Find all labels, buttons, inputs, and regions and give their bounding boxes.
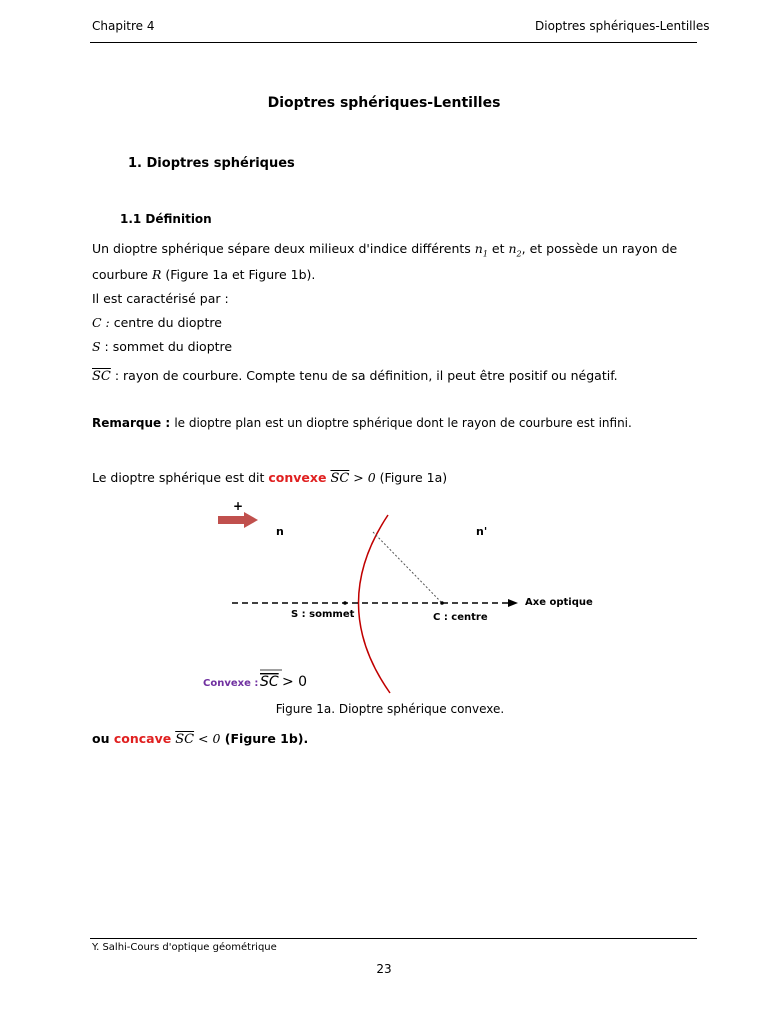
concave-sc: $\overline{SC}$ <box>175 732 195 747</box>
definition-text: Un dioptre sphérique sépare deux milieux d'indice différents <box>92 241 471 256</box>
c-definition-line <box>92 315 222 330</box>
plus-sign: + <box>233 499 244 513</box>
convex-annotation-label: Convexe : <box>203 678 259 689</box>
n1-symbol: $n_1$ <box>474 241 488 259</box>
direction-arrow-shaft <box>218 516 244 524</box>
center-point <box>440 601 444 605</box>
and-text: et <box>487 241 509 256</box>
figure-convex-dioptre <box>180 495 620 700</box>
figure-ref-text: (Figure 1a et Figure 1b). <box>161 267 316 282</box>
convex-intro: Le dioptre sphérique est dit <box>92 470 269 485</box>
dioptre-curve <box>358 515 390 693</box>
radius-line <box>373 532 442 603</box>
remark-label: Remarque : <box>92 416 175 430</box>
section-heading-1-1: 1.1 Définition <box>120 212 212 226</box>
convex-figure-ref: (Figure 1a) <box>375 470 448 485</box>
c-text: centre du dioptre <box>109 315 222 330</box>
header-topic: Dioptres sphériques-Lentilles <box>535 19 710 33</box>
sc-definition-line <box>92 368 618 384</box>
s-text: : sommet du dioptre <box>100 339 233 354</box>
r-symbol: R <box>151 267 162 282</box>
remark-text: le dioptre plan est un dioptre sphérique dont le rayon de courbure est infini. <box>174 416 632 430</box>
medium-n-label: n <box>276 525 284 538</box>
convex-line <box>92 470 447 486</box>
sc-symbol: $\overline{SC}$ <box>92 369 111 384</box>
concave-line <box>92 731 308 747</box>
page-number: 23 <box>376 962 392 976</box>
center-label: C : centre <box>433 612 488 623</box>
definition-line-2 <box>92 267 315 282</box>
sc-text: : rayon de courbure. Compte tenu de sa définition, il peut être positif ou négatif. <box>110 368 618 383</box>
header-chapter: Chapitre 4 <box>92 19 155 33</box>
section-heading-1: 1. Dioptres sphériques <box>128 156 295 171</box>
page-title: Dioptres sphériques-Lentilles <box>267 95 501 111</box>
convex-word: convexe <box>268 470 327 485</box>
axis-label: Axe optique <box>525 597 593 608</box>
medium-n-prime-label: n' <box>476 525 488 538</box>
concave-relation: < 0 <box>194 731 221 746</box>
n2-symbol: $n_2$ <box>508 241 522 259</box>
characterized-line: Il est caractérisé par : <box>92 291 229 306</box>
vertex-point <box>343 601 347 605</box>
concave-intro: ou <box>92 731 114 746</box>
convex-sc: $\overline{SC}$ <box>330 471 350 486</box>
s-symbol: S <box>92 339 101 354</box>
concave-figure-ref: (Figure 1b). <box>220 731 309 746</box>
convex-annotation-sc: SC <box>260 674 279 690</box>
optical-axis-arrowhead <box>508 599 518 607</box>
direction-arrow-head <box>244 512 258 528</box>
vertex-label: S : sommet <box>291 609 355 620</box>
footer-rule <box>90 938 697 939</box>
concave-word: concave <box>113 731 172 746</box>
footer-author: Y. Salhi-Cours d'optique géométrique <box>92 942 277 953</box>
definition-line-1 <box>92 241 677 259</box>
definition-text-2: , et possède un rayon de <box>521 241 678 256</box>
courbure-text: courbure <box>92 267 152 282</box>
figure-caption: Figure 1a. Dioptre sphérique convexe. <box>275 702 505 716</box>
c-symbol: C : <box>92 315 110 330</box>
remark-line <box>92 416 632 430</box>
header-rule <box>90 42 697 43</box>
convex-annotation-relation: > 0 <box>282 674 308 690</box>
convex-relation: > 0 <box>349 470 376 485</box>
s-definition-line <box>92 339 232 354</box>
